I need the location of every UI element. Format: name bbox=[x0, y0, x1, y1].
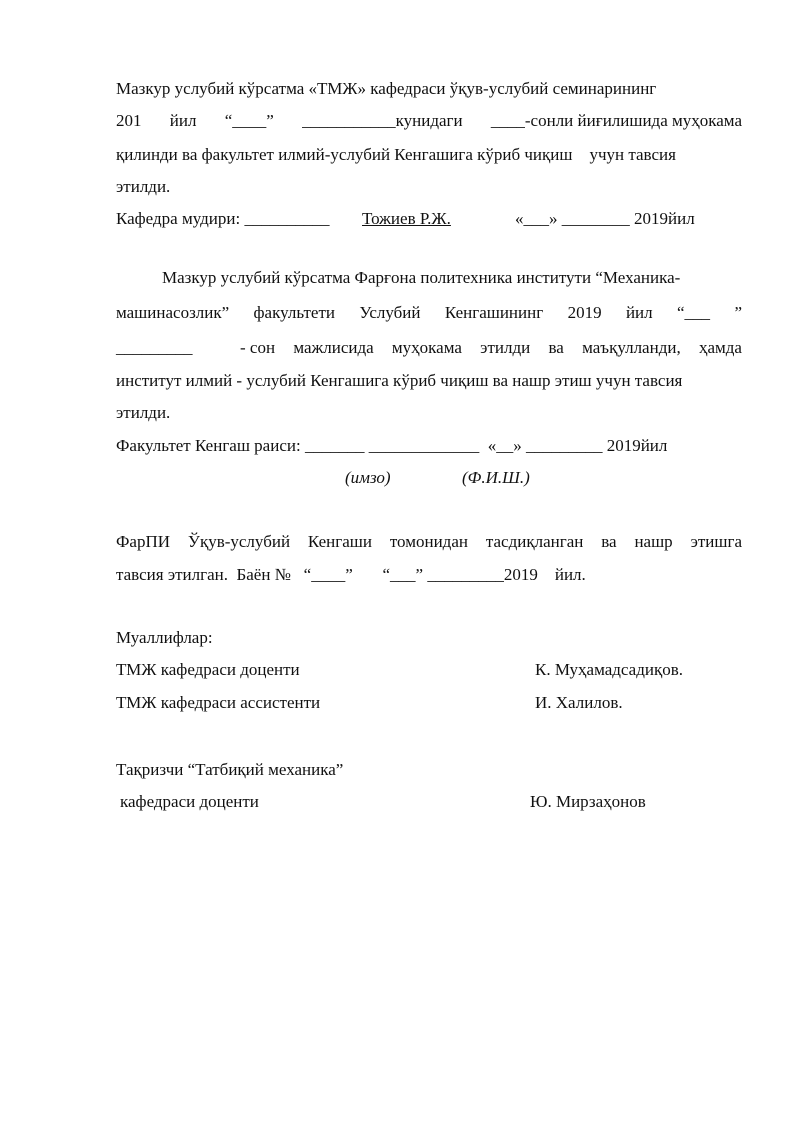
word: муҳокама bbox=[391, 338, 462, 357]
word: - сон bbox=[240, 338, 276, 357]
word: этишга bbox=[690, 532, 742, 551]
p2-line-3-blank: _________ bbox=[116, 338, 193, 357]
reviewer-line-1: Тақризчи “Татбиқий механика” bbox=[116, 760, 344, 779]
author-1-role: ТМЖ кафедраси доценти bbox=[116, 660, 300, 679]
word: ” bbox=[734, 303, 742, 322]
word: йил bbox=[169, 111, 197, 130]
word: машинасозлик” bbox=[116, 303, 230, 322]
word: 2019 bbox=[567, 303, 602, 322]
p3-line-1 bbox=[116, 532, 742, 552]
word: ФарПИ bbox=[116, 532, 171, 551]
p2-line-2 bbox=[116, 303, 742, 323]
word: нашр bbox=[634, 532, 673, 551]
p1-line-3: қилинди ва факультет илмий-услубий Кенгашига кўриб чиқиш учун тавсия bbox=[116, 145, 676, 164]
word: маъқулланди, bbox=[582, 338, 681, 357]
p2-line-3 bbox=[240, 338, 742, 358]
faculty-council-chair-line: Факультет Кенгаш раиси: _______ _____________ «__» _________ 2019йил bbox=[116, 436, 668, 455]
word: Ўқув-услубий bbox=[187, 532, 291, 551]
author-2-role: ТМЖ кафедраси ассистенти bbox=[116, 693, 321, 712]
word: “___ bbox=[677, 303, 711, 322]
reviewer-role: кафедраси доценти bbox=[120, 792, 259, 811]
word: ҳамда bbox=[698, 338, 742, 357]
word: ____-сонли йиғилишида муҳокама bbox=[490, 111, 742, 130]
author-1-name: К. Муҳамадсадиқов. bbox=[535, 660, 683, 679]
p2-line-1: Мазкур услубий кўрсатма Фарғона политехника институти “Механика- bbox=[162, 268, 681, 287]
word: ва bbox=[601, 532, 617, 551]
word: факультети bbox=[253, 303, 335, 322]
word: этилди bbox=[480, 338, 531, 357]
word: 201 bbox=[116, 111, 142, 130]
head-of-department-name: Тожиев Р.Ж. bbox=[362, 209, 451, 228]
p1-line-1: Мазкур услубий кўрсатма «ТМЖ» кафедраси ўқув-услубий семинарининг bbox=[116, 79, 657, 98]
p1-line-2 bbox=[116, 111, 742, 131]
word: Кенгашининг bbox=[444, 303, 544, 322]
head-of-department-date: «___» ________ 2019йил bbox=[515, 209, 695, 228]
word: Услубий bbox=[359, 303, 421, 322]
word: “____” bbox=[224, 111, 274, 130]
p1-line-4: этилди. bbox=[116, 177, 171, 196]
p2-line-5: этилди. bbox=[116, 403, 171, 422]
authors-heading: Муаллифлар: bbox=[116, 628, 213, 647]
word: тасдиқланган bbox=[485, 532, 584, 551]
word: ___________кунидаги bbox=[302, 111, 463, 130]
word: томонидан bbox=[389, 532, 468, 551]
full-name-label: (Ф.И.Ш.) bbox=[462, 468, 530, 487]
word: ва bbox=[548, 338, 564, 357]
word: Кенгаши bbox=[307, 532, 372, 551]
author-2-name: И. Халилов. bbox=[535, 693, 623, 712]
head-of-department-label: Кафедра мудири: __________ bbox=[116, 209, 330, 228]
p3-line-2: тавсия этилган. Баён № “____” “___” _________2019 йил. bbox=[116, 565, 586, 584]
word: мажлисида bbox=[293, 338, 374, 357]
reviewer-name: Ю. Мирзаҳонов bbox=[530, 792, 646, 811]
signature-label: (имзо) bbox=[345, 468, 391, 487]
word: йил bbox=[625, 303, 653, 322]
p2-line-4: институт илмий - услубий Кенгашига кўриб чиқиш ва нашр этиш учун тавсия bbox=[116, 371, 683, 390]
